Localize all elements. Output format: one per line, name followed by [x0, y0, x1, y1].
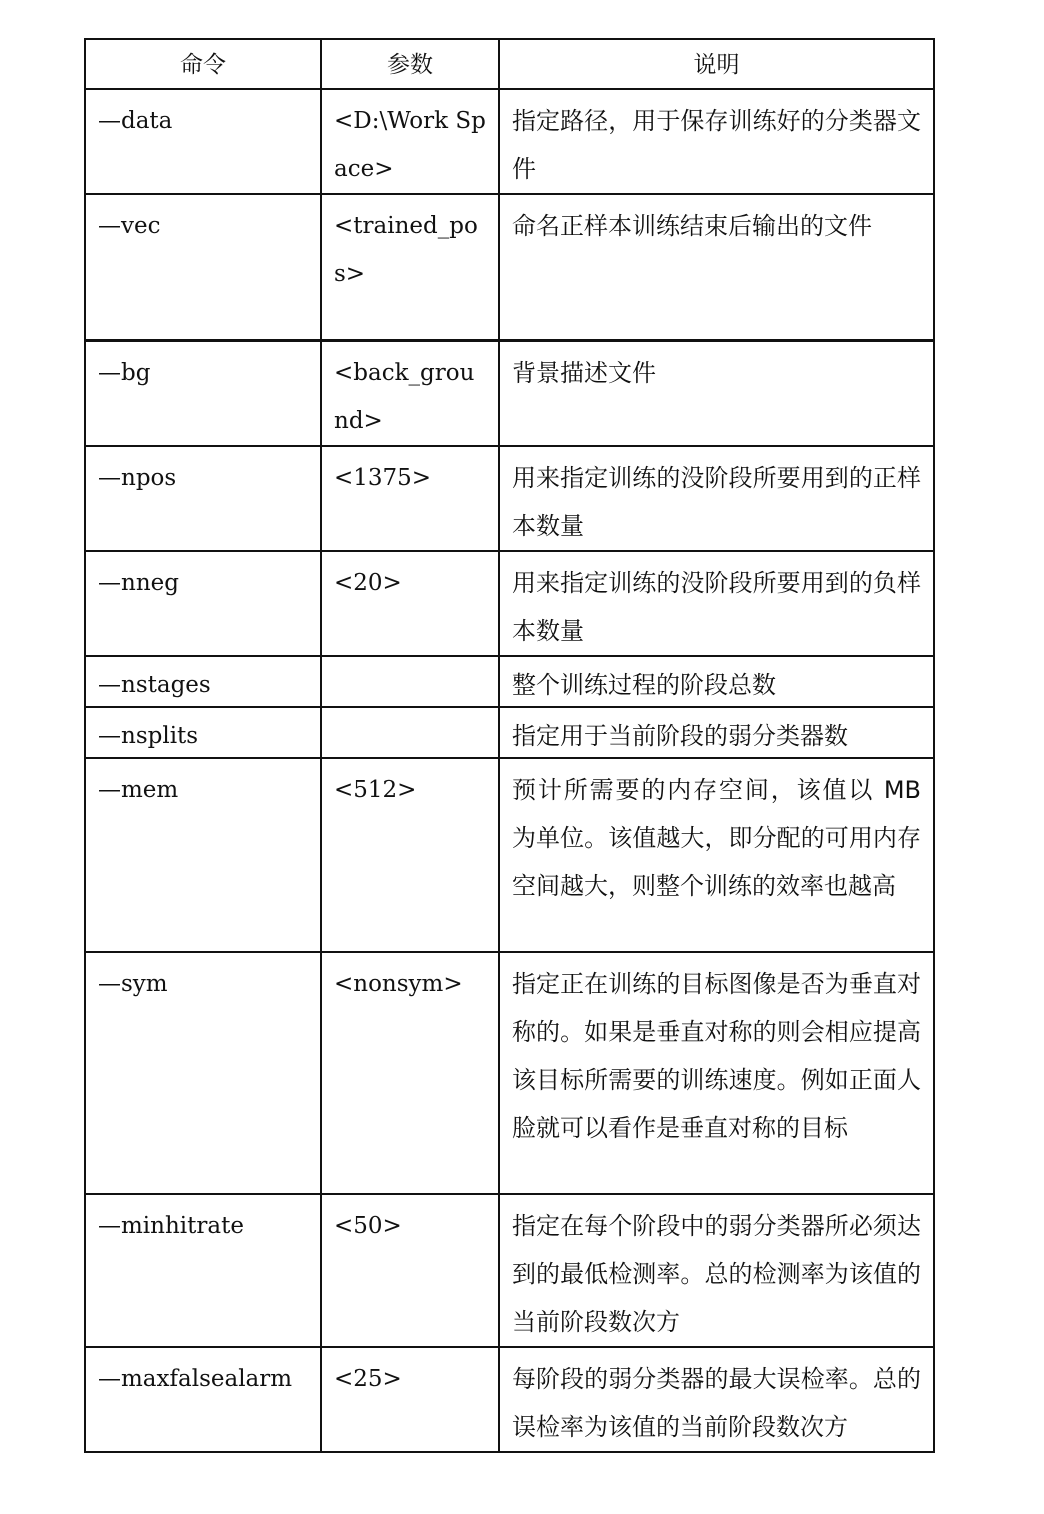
command-cell: —sym: [85, 952, 321, 1194]
table-row: [85, 1347, 934, 1452]
description-cell: 每阶段的弱分类器的最大误检率。总的误检率为该值的当前阶段数次方: [499, 1347, 934, 1452]
command-cell: —nsplits: [85, 707, 321, 758]
description-cell: 背景描述文件: [499, 341, 934, 447]
table-row: [85, 952, 934, 1194]
table-row: [85, 446, 934, 551]
description-cell: 用来指定训练的没阶段所要用到的正样本数量: [499, 446, 934, 551]
header-description: 说明: [499, 39, 934, 89]
description-cell: 预计所需要的内存空间，该值以 MB 为单位。该值越大，即分配的可用内存空间越大，则整个训练的效率也越高: [499, 758, 934, 952]
command-cell: —mem: [85, 758, 321, 952]
parameter-cell: <trained_pos>: [321, 194, 499, 341]
table-row: [85, 656, 934, 707]
description-cell: 命名正样本训练结束后输出的文件: [499, 194, 934, 341]
parameter-cell: [321, 707, 499, 758]
parameter-cell: <nonsym>: [321, 952, 499, 1194]
table-row: [85, 758, 934, 952]
command-cell: —npos: [85, 446, 321, 551]
parameter-cell: <D:\Work Space>: [321, 89, 499, 194]
command-cell: —maxfalsealarm: [85, 1347, 321, 1452]
command-cell: —bg: [85, 341, 321, 447]
header-command: 命令: [85, 39, 321, 89]
table-row: [85, 341, 934, 447]
table-row: [85, 89, 934, 194]
table-row: [85, 707, 934, 758]
description-cell: 用来指定训练的没阶段所要用到的负样本数量: [499, 551, 934, 656]
parameter-cell: <25>: [321, 1347, 499, 1452]
table-row: [85, 1194, 934, 1347]
parameter-table: [84, 38, 935, 1453]
header-parameter: 参数: [321, 39, 499, 89]
description-cell: 指定在每个阶段中的弱分类器所必须达到的最低检测率。总的检测率为该值的当前阶段数次方: [499, 1194, 934, 1347]
description-cell: 整个训练过程的阶段总数: [499, 656, 934, 707]
description-cell: 指定正在训练的目标图像是否为垂直对称的。如果是垂直对称的则会相应提高该目标所需要的训练速度。例如正面人脸就可以看作是垂直对称的目标: [499, 952, 934, 1194]
description-cell: 指定路径，用于保存训练好的分类器文件: [499, 89, 934, 194]
command-cell: —minhitrate: [85, 1194, 321, 1347]
command-cell: —data: [85, 89, 321, 194]
table-row: [85, 194, 934, 341]
parameter-cell: <1375>: [321, 446, 499, 551]
parameter-cell: <back_ground>: [321, 341, 499, 447]
command-cell: —vec: [85, 194, 321, 341]
parameter-cell: <512>: [321, 758, 499, 952]
parameter-cell: <50>: [321, 1194, 499, 1347]
table-header-row: [85, 39, 934, 89]
description-cell: 指定用于当前阶段的弱分类器数: [499, 707, 934, 758]
command-cell: —nstages: [85, 656, 321, 707]
command-cell: —nneg: [85, 551, 321, 656]
parameter-cell: <20>: [321, 551, 499, 656]
parameter-cell: [321, 656, 499, 707]
table-row: [85, 551, 934, 656]
